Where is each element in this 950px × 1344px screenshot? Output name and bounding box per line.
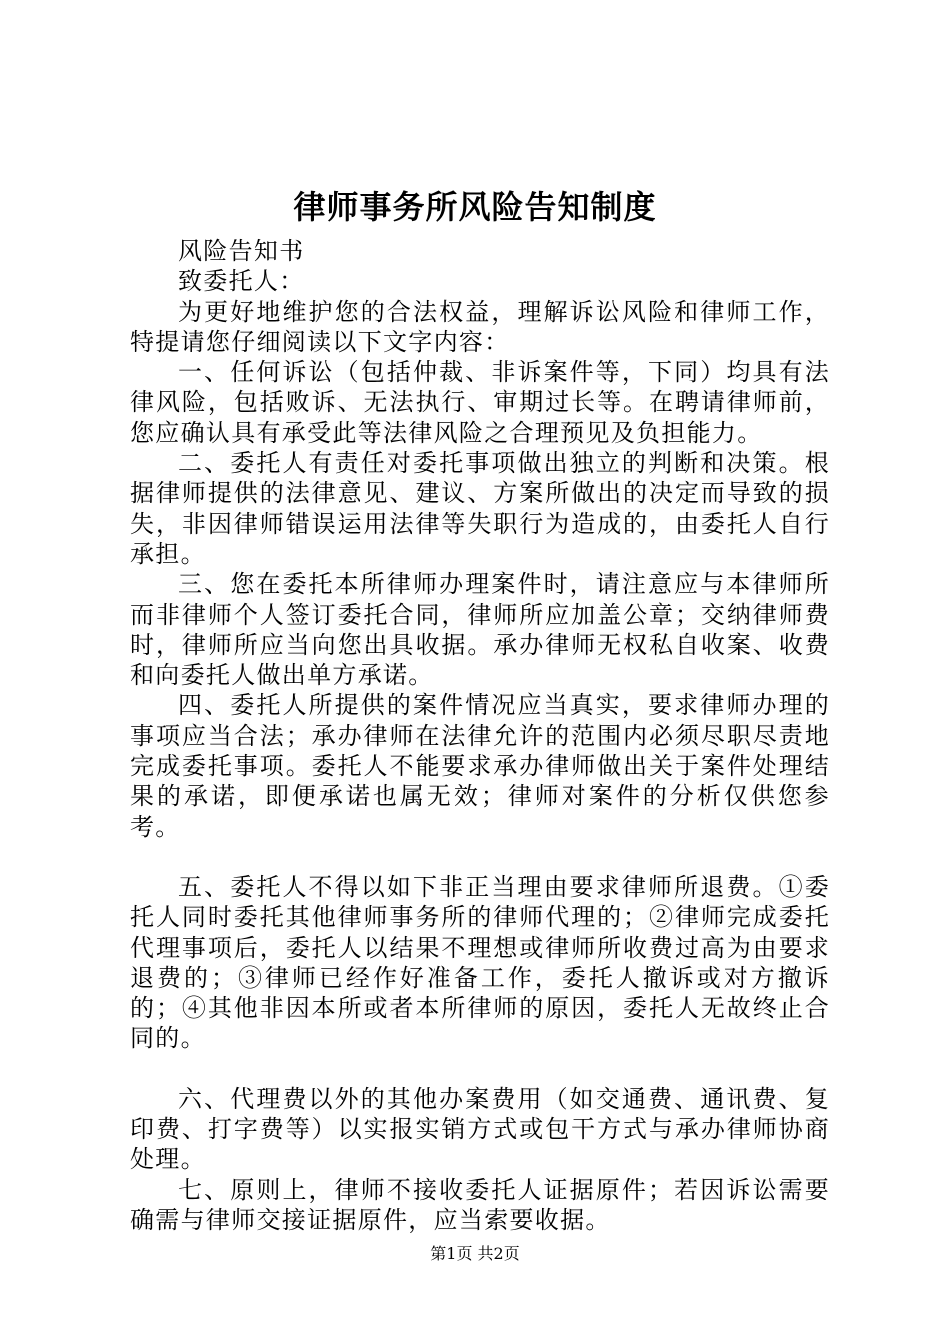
document-body <box>130 236 830 1235</box>
paragraph-item-5: 五、委托人不得以如下非正当理由要求律师所退费。①委托人同时委托其他律师事务所的律师代理的；②律师完成委托代理事项后，委托人以结果不理想或律师所收费过高为由要求退费的；③律师已经作好准备工作，委托人撤诉或对方撤诉的；④其他非因本所或者本所律师的原因，委托人无故终止合同的。 <box>130 872 830 1053</box>
document-title: 律师事务所风险告知制度 <box>293 188 657 226</box>
paragraph-heading: 风险告知书 <box>178 237 305 265</box>
paragraph-item-4: 四、委托人所提供的案件情况应当真实，要求律师办理的事项应当合法；承办律师在法律允许的范围内必须尽职尽责地完成委托事项。委托人不能要求承办律师做出关于案件处理结果的承诺，即便承诺也属无效；律师对案件的分析仅供您参考。 <box>130 691 830 841</box>
paragraph-item-6: 六、代理费以外的其他办案费用（如交通费、通讯费、复印费、打字费等）以实报实销方式或包干方式与承办律师协商处理。 <box>130 1084 830 1174</box>
paragraph-item-3: 三、您在委托本所律师办理案件时，请注意应与本律师所而非律师个人签订委托合同，律师所应加盖公章；交纳律师费时，律师所应当向您出具收据。承办律师无权私自收案、收费和向委托人做出单方承诺。 <box>130 570 830 690</box>
paragraph-item-2: 二、委托人有责任对委托事项做出独立的判断和决策。根据律师提供的法律意见、建议、方案所做出的决定而导致的损失，非因律师错误运用法律等失职行为造成的，由委托人自行承担。 <box>130 449 830 568</box>
paragraph-salutation: 致委托人： <box>178 267 305 296</box>
paragraph-item-1: 一、任何诉讼（包括仲裁、非诉案件等，下同）均具有法律风险，包括败诉、无法执行、审期过长等。在聘请律师前，您应确认具有承受此等法律风险之合理预见及负担能力。 <box>130 358 830 447</box>
paragraph-intro: 为更好地维护您的合法权益，理解诉讼风险和律师工作，特提请您仔细阅读以下文字内容： <box>130 297 830 356</box>
paragraph-item-7: 七、原则上，律师不接收委托人证据原件；若因诉讼需要确需与律师交接证据原件，应当索要收据。 <box>130 1175 830 1234</box>
page-number-footer: 第1页 共2页 <box>430 1244 520 1263</box>
